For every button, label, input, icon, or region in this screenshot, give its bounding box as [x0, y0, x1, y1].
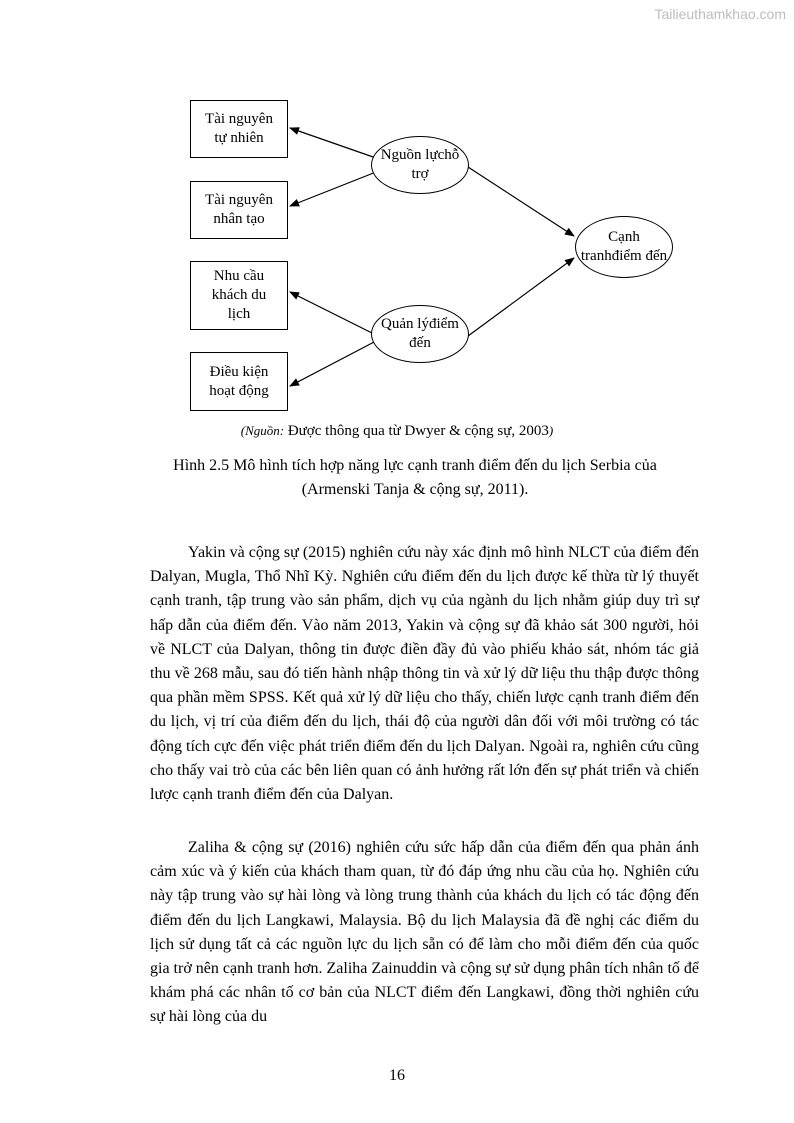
competitiveness-diagram — [0, 0, 794, 420]
arrow-management-to-conditions — [290, 341, 376, 386]
arrow-support-to-natural — [290, 128, 376, 158]
page-number: 16 — [389, 1067, 405, 1084]
box-tourist-demand: Nhu cầu khách du lịch — [190, 261, 288, 330]
watermark: Tailieuthamkhao.com — [654, 6, 786, 22]
box-created-resources: Tài nguyên nhân tạo — [190, 181, 288, 239]
ellipse-destination-competitiveness: Cạnh tranhđiểm đến — [575, 216, 673, 278]
box-natural-resources: Tài nguyên tự nhiên — [190, 100, 288, 158]
arrow-management-to-demand — [290, 292, 376, 335]
arrow-support-to-competitiveness — [468, 167, 574, 236]
arrow-support-to-created — [290, 172, 376, 206]
paragraph-zaliha: Zaliha & cộng sự (2016) nghiên cứu sức hấp dẫn của điểm đến qua phản ánh cảm xúc và ý kiến của khách tham quan, từ đó đáp ứng nhu cầu của họ. Nghiên cứu này tập trung vào sự hài lòng và lòng trung thành của khách du lịch có tác động đến điểm đến du lịch Langkawi, Malaysia. Bộ du lịch Malaysia đã đề nghị các điểm du lịch sử dụng tất cả các nguồn lực du lịch sẵn có để làm cho mỗi điểm đến của quốc gia trở nên cạnh tranh hơn. Zaliha Zainuddin và cộng sự sử dụng phân tích nhân tố để khám phá các nhân tố cơ bản của NLCT điểm đến Langkawi, đồng thời nghiên cứu sự hài lòng của du — [150, 839, 699, 1026]
ellipse-supporting-resources: Nguồn lựchỗ trợ — [371, 136, 469, 194]
box-operating-conditions: Điều kiện hoạt động — [190, 352, 288, 411]
figure-source: (Nguồn: Được thông qua từ Dwyer & cộng sự, 2003) — [240, 423, 554, 439]
arrow-management-to-competitiveness — [468, 258, 574, 336]
figure-caption: Hình 2.5 Mô hình tích hợp năng lực cạnh tranh điểm đến du lịch Serbia của (Armenski Tanja & cộng sự, 2011). — [173, 457, 657, 498]
paragraph-yakin: Yakin và cộng sự (2015) nghiên cứu này xác định mô hình NLCT của điểm đến Dalyan, Mugla, Thổ Nhĩ Kỳ. Nghiên cứu điểm đến du lịch được kế thừa từ lý thuyết cạnh tranh, tập trung vào sản phẩm, dịch vụ của ngành du lịch nhằm giúp duy trì sự hấp dẫn của điểm đến. Vào năm 2013, Yakin và cộng sự đã khảo sát 300 người, hỏi về NLCT của Dalyan, thông tin được điền đầy đủ vào phiếu khảo sát, nhóm tác giả thu về 268 mẫu, sau đó tiến hành nhập thông tin và xử lý dữ liệu thu thập được thông qua phần mềm SPSS. Kết quả xử lý dữ liệu cho thấy, chiến lược cạnh tranh điểm đến du lịch, vị trí của điểm đến du lịch, thái độ của người dân đối với môi trường có tác động tích cực đến việc phát triển điểm đến du lịch Dalyan. Ngoài ra, nghiên cứu cũng cho thấy vai trò của các bên liên quan có ảnh hưởng rất lớn đến sự phát triển và chiến lược cạnh tranh điểm đến của Dalyan. — [150, 544, 699, 804]
ellipse-destination-management: Quản lýđiểm đến — [371, 305, 469, 363]
